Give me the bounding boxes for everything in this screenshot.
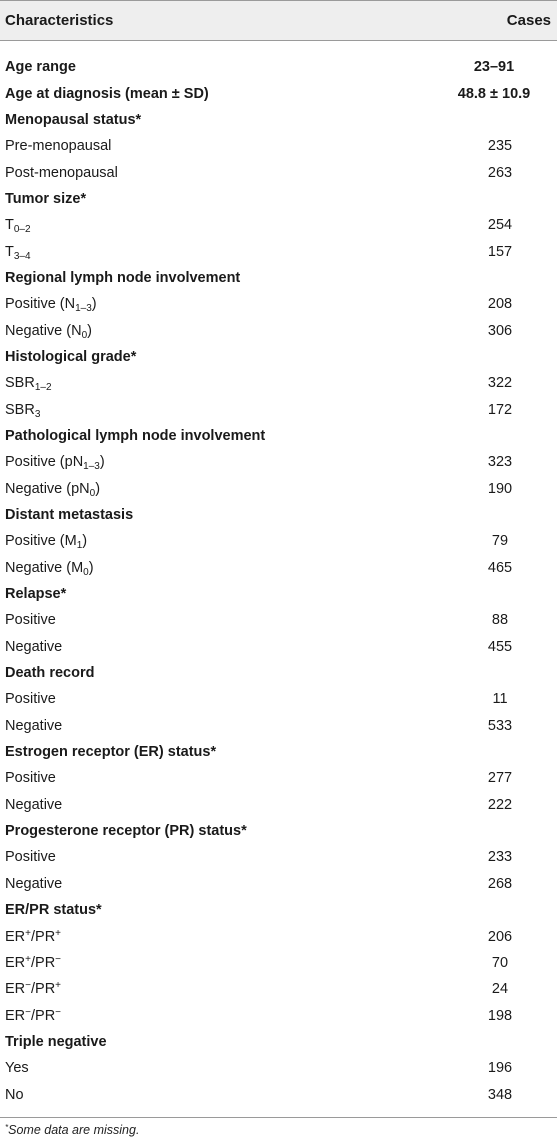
table-row — [0, 686, 557, 712]
section-row — [0, 344, 557, 370]
label-text: ER/PR status* — [5, 902, 102, 919]
section-row — [0, 660, 557, 686]
label-subscript: 0–2 — [13, 224, 31, 236]
row-label — [5, 929, 61, 945]
row-label — [5, 428, 265, 444]
label-superscript: + — [55, 927, 62, 939]
row-label — [5, 797, 62, 813]
section-row — [0, 423, 557, 449]
row-value: 277 — [487, 770, 513, 787]
row-label — [5, 981, 61, 997]
label-text: ) — [95, 480, 101, 497]
row-value: 11 — [492, 691, 508, 708]
label-subscript: 1–3 — [75, 303, 92, 315]
label-text: Negative — [5, 875, 63, 892]
row-value: 172 — [487, 401, 513, 418]
label-text: /PR — [31, 928, 56, 945]
label-text: Histological grade* — [5, 348, 137, 365]
row-label — [5, 849, 56, 865]
label-superscript: − — [25, 980, 31, 992]
row-label — [5, 902, 102, 918]
row-label — [5, 59, 76, 75]
row-label — [5, 1008, 61, 1024]
row-value: 198 — [487, 1007, 513, 1024]
label-text: Menopausal status* — [5, 111, 142, 128]
label-text: SBR — [5, 375, 35, 392]
label-text: Pathological lymph node involvement — [5, 427, 266, 444]
row-value: 263 — [487, 164, 513, 181]
row-label — [5, 770, 56, 786]
footnote-mark: * — [5, 1122, 9, 1132]
label-subscript: 3 — [34, 408, 41, 420]
row-label — [5, 165, 118, 181]
label-text: Positive — [5, 612, 56, 629]
table-row — [0, 923, 557, 949]
row-label — [5, 507, 133, 523]
row-value: 268 — [487, 875, 513, 892]
table-row — [0, 1002, 557, 1028]
table-row — [0, 396, 557, 422]
row-value: 235 — [487, 138, 513, 155]
row-value: 157 — [487, 243, 513, 260]
table-row — [0, 1081, 557, 1107]
table-row — [0, 713, 557, 739]
section-row — [0, 80, 557, 106]
label-text: Positive (M — [5, 533, 77, 550]
header-cases: Cases — [506, 12, 551, 29]
section-row — [0, 265, 557, 291]
label-text: Negative — [5, 638, 63, 655]
row-value: 222 — [487, 796, 513, 813]
label-superscript: − — [25, 1006, 31, 1018]
row-label — [5, 454, 105, 473]
row-label — [5, 639, 62, 655]
table-row — [0, 555, 557, 581]
row-value: 208 — [487, 296, 513, 313]
label-text: Negative — [5, 717, 63, 734]
section-row — [0, 739, 557, 765]
row-value: 70 — [491, 954, 509, 971]
label-subscript: 1 — [76, 540, 83, 552]
table-row — [0, 238, 557, 264]
label-text: Negative — [5, 796, 63, 813]
row-label — [5, 402, 40, 418]
label-text: Death record — [5, 665, 95, 682]
row-label — [5, 191, 86, 207]
label-text: Positive (N — [5, 296, 76, 313]
label-superscript: + — [55, 980, 62, 992]
label-subscript: 0 — [89, 487, 96, 499]
label-text: Positive — [5, 691, 56, 708]
section-row — [0, 107, 557, 133]
label-text: Distant metastasis — [5, 507, 134, 524]
label-subscript: 0 — [81, 329, 88, 341]
section-row — [0, 818, 557, 844]
label-text: ) — [99, 454, 105, 471]
table-row — [0, 291, 557, 317]
row-value: 465 — [487, 559, 513, 576]
label-text: Positive (pN — [5, 454, 84, 471]
label-text: ER — [5, 981, 26, 998]
row-label — [5, 375, 52, 394]
row-label — [5, 296, 97, 315]
row-value: 322 — [487, 375, 513, 392]
row-label — [5, 1087, 24, 1103]
row-label — [5, 876, 62, 892]
row-value: 24 — [491, 981, 509, 998]
row-value: 196 — [487, 1060, 513, 1077]
footnote-text: Some data are missing. — [8, 1122, 140, 1137]
label-superscript: + — [25, 953, 31, 965]
label-text: Positive — [5, 849, 56, 866]
section-row — [0, 54, 557, 80]
label-text: ER — [5, 1007, 26, 1024]
label-text: Negative (pN — [5, 480, 90, 497]
label-text: ER — [5, 928, 26, 945]
row-label — [5, 217, 31, 236]
label-text: ) — [82, 533, 88, 550]
table-row — [0, 634, 557, 660]
table-row — [0, 792, 557, 818]
table-row — [0, 607, 557, 633]
table-row — [0, 476, 557, 502]
label-text: No — [5, 1086, 24, 1103]
label-text: Positive — [5, 770, 56, 787]
row-value: 88 — [491, 612, 509, 629]
table-row — [0, 1055, 557, 1081]
label-text: Estrogen receptor (ER) status* — [5, 744, 217, 761]
row-value: 79 — [491, 533, 509, 550]
label-subscript: 1–2 — [34, 382, 52, 394]
table-body — [0, 54, 557, 1108]
table-row — [0, 765, 557, 791]
label-superscript: − — [55, 1006, 62, 1018]
table-row — [0, 528, 557, 554]
label-text: Negative (N — [5, 322, 82, 339]
label-text: Post-menopausal — [5, 164, 118, 181]
table-row — [0, 159, 557, 185]
section-row — [0, 1029, 557, 1055]
row-label — [5, 823, 247, 839]
row-value: 206 — [487, 928, 513, 945]
label-text: ER — [5, 954, 26, 971]
row-label — [5, 665, 94, 681]
label-superscript: + — [25, 927, 31, 939]
label-text: Pre-menopausal — [5, 138, 112, 155]
row-value: 48.8 ± 10.9 — [457, 85, 531, 102]
row-label — [5, 270, 240, 286]
row-value: 348 — [487, 1086, 513, 1103]
row-value: 254 — [487, 217, 513, 234]
label-subscript: 1–3 — [83, 461, 100, 473]
row-label — [5, 533, 88, 552]
label-text: Regional lymph node involvement — [5, 269, 241, 286]
label-text: Progesterone receptor (PR) status* — [5, 823, 247, 840]
label-text: Yes — [5, 1060, 29, 1077]
table-row — [0, 449, 557, 475]
row-label — [5, 586, 66, 602]
table-header — [0, 0, 557, 41]
table-row — [0, 871, 557, 897]
label-text: Triple negative — [5, 1033, 107, 1050]
row-value: 233 — [487, 849, 513, 866]
row-label — [5, 138, 111, 154]
section-row — [0, 186, 557, 212]
row-label — [5, 955, 61, 971]
row-label — [5, 86, 209, 102]
row-label — [5, 244, 31, 260]
label-text: ) — [91, 296, 97, 313]
row-label — [5, 112, 141, 128]
table-row — [0, 950, 557, 976]
row-label — [5, 612, 56, 628]
table-row — [0, 976, 557, 1002]
row-label — [5, 1034, 107, 1050]
label-subscript: 0 — [83, 566, 89, 578]
table-row — [0, 212, 557, 238]
row-value: 23–91 — [473, 59, 515, 76]
label-text: Tumor size* — [5, 190, 87, 207]
row-label — [5, 481, 100, 497]
label-text: T — [5, 243, 14, 260]
table-row — [0, 844, 557, 870]
row-label — [5, 718, 62, 734]
row-label — [5, 323, 92, 339]
row-value: 306 — [487, 322, 513, 339]
table-row — [0, 370, 557, 396]
label-subscript: 3–4 — [13, 250, 31, 262]
row-label — [5, 560, 94, 576]
row-label — [5, 349, 136, 365]
table-row — [0, 133, 557, 159]
label-text: ) — [88, 559, 94, 576]
row-value: 455 — [487, 638, 513, 655]
label-text: Negative (M — [5, 559, 84, 576]
row-label — [5, 691, 56, 707]
row-value: 190 — [487, 480, 513, 497]
label-text: SBR — [5, 401, 35, 418]
section-row — [0, 897, 557, 923]
row-label — [5, 1060, 29, 1076]
label-text: Age at diagnosis (mean ± SD) — [5, 85, 209, 102]
section-row — [0, 581, 557, 607]
label-text: /PR — [31, 981, 56, 998]
section-row — [0, 502, 557, 528]
header-characteristics: Characteristics — [5, 12, 114, 29]
footnote — [0, 1118, 557, 1137]
label-text: Age range — [5, 59, 76, 76]
label-text: ) — [87, 322, 92, 339]
label-text: /PR — [31, 954, 56, 971]
label-text: Relapse* — [5, 586, 67, 603]
table-row — [0, 317, 557, 343]
row-label — [5, 744, 216, 760]
label-text: T — [5, 217, 14, 234]
label-superscript: − — [55, 953, 62, 965]
label-text: /PR — [31, 1007, 56, 1024]
row-value: 323 — [487, 454, 513, 471]
row-value: 533 — [487, 717, 513, 734]
